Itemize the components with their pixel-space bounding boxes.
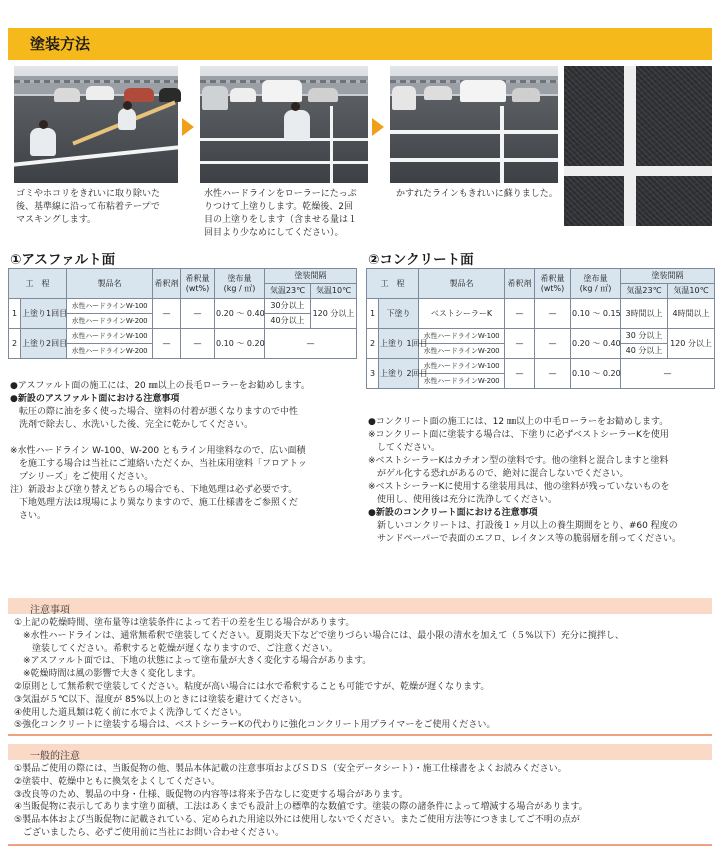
- table-row: 2 上塗り 1回目 水性ハードラインW-100 — — 0.20 〜 0.40 30 分以上 120 分以上: [367, 329, 715, 344]
- concrete-spec-table: 工 程 製品名 希釈剤 希釈量 (wt%) 塗布量 (kg / ㎡) 塗装間隔 気温23℃ 気温10℃ 1 下塗り ベストシーラーK — — 0.10 〜 0.15 3時間以上 4時間以上 2 上塗り 1回目 水性ハードラインW-100 — — 0.20 〜 0.40 30 分以上 120 分以上 水性ハードラインW-200 40 分以上 3 上塗り 2回目 水性ハードラインW-100 — — 0.10 〜 0.20 — 水性ハードラインW-200: [366, 268, 715, 389]
- asphalt-notes: ●アスファルト面の施工には、20 ㎜以上の長毛ローラーをお勧めします。 ●新設のアスファルト面における注意事項 転圧の際に油を多く使った場合、塗料の付着が悪くなりますので中性 洗剤で除去し、水洗いした後、完全に乾かしてください。 ※水性ハードライン W-100、W-200 ともライン用塗料なので、広い面積 を施工する場合は当社にご連絡いただくか、当社床用塗料「フロアトッ プシリーズ」をご使用ください。 注）新設および塗り替えどちらの場合でも、下地処理は必ず必要です。 下地処理方法は現場により異なりますので、施工仕様書をご参照くだ さい。: [10, 381, 310, 521]
- photo-rolling: [200, 66, 368, 183]
- col-thinner: 希釈剤: [153, 269, 181, 299]
- general-list: ①製品ご使用の際には、当販促物の他、製品本体記載の注意事項およびＳＤＳ（安全データシート）・施工仕様書をよくお読みください。 ②塗装中、乾燥中ともに換気をよくしてください。 ③改良等のため、製品の中身・仕様、販促物の内容等は将来予告なしに変更する場合があります。 ④当販促物に表示してあります塗り面積、工法はあくまでも設計上の標準的な数値です。塗装の際の諸条件によって増減する場合があります。 ⑤製品本体および当販促物に記載されている、定められた用途以外には使用しないでください。またご使用方法等につきましてご不明の点が ございましたら、必ずご使用前に当社にお問い合わせください。: [14, 764, 588, 838]
- caption-step-2: 水性ハードラインをローラーにたっぷ りつけて上塗りします。乾燥後、2回 目の上塗りをします（含ませる量は１ 回目より少なめにしてください）。: [204, 189, 358, 238]
- col-product: 製品名: [67, 269, 153, 299]
- photo-result: [390, 66, 558, 183]
- col-coverage: 塗布量 (kg / ㎡): [215, 269, 265, 299]
- caption-step-1: ゴミやホコリをきれいに取り除いた 後、基準線に沿って布粘着テープで マスキングします。: [16, 189, 161, 225]
- asphalt-heading: ①アスファルト面: [10, 248, 115, 268]
- caution-list: ①上記の乾燥時間、塗布量等は塗装条件によって若干の差を生じる場合があります。 ※水性ハードラインは、通常無希釈で塗装してください。夏期炎天下などで塗りづらい場合には、最小限の清水を加えて（５%以下）充分に撹拌し、 塗装してください。希釈すると乾燥が遅くなりますので、ご注意ください。 ※アスファルト面では、下地の状態によって塗布量が大きく変化する場合があります。 ※乾燥時間は風の影響で大きく変化します。 ②原則として無希釈で塗装してください。粘度が高い場合には水で希釈することも可能ですが、乾燥が遅くなります。 ③気温が５℃以下、湿度が 85%以上のときには塗装を避けてください。 ④使用した道具類は乾く前に水でよく洗浄してください。 ⑤強化コンクリートに塗装する場合は、ベストシーラーKの代わりに強化コンクリート用プライマーをご使用ください。: [14, 618, 624, 731]
- photo-masking: [14, 66, 178, 183]
- general-title: 一般的注意: [30, 751, 80, 762]
- table-row: 1 上塗り1回目 水性ハードラインW-100 — — 0.20 〜 0.40 30分以上 120 分以上: [9, 299, 357, 314]
- concrete-notes: ●コンクリート面の施工には、12 ㎜以上の中毛ローラーをお勧めします。 ※コンクリート面に塗装する場合は、下塗りに必ずベストシーラーKを使用 してください。 ※ベストシーラーKはカチオン型の塗料です。他の塗料と混合しますと塗料 がゲル化する恐れがあるので、絶対に混合しないでください。 ※ベストシーラーKに使用する塗装用具は、他の塗料が残っていないものを 使用し、使用後は充分に洗浄してください。 ●新設のコンクリート面における注意事項 新しいコンクリートは、打設後１ヶ月以上の養生期間をとり、#60 程度の サンドペーパーで表面のエフロ、レイタンス等の脆弱層を削ってください。: [368, 417, 682, 544]
- photo-asphalt-closeup: [564, 66, 712, 226]
- caption-step-3: かすれたラインもきれいに蘇りました。: [396, 189, 558, 199]
- section-title-bar: [8, 28, 712, 60]
- divider: [8, 844, 712, 846]
- step-arrow-icon: [372, 118, 384, 136]
- col-temp23: 気温23℃: [265, 284, 311, 299]
- asphalt-spec-table: 工 程 製品名 希釈剤 希釈量 (wt%) 塗布量 (kg / ㎡) 塗装間隔 気温23℃ 気温10℃ 1 上塗り1回目 水性ハードラインW-100 — — 0.20 〜 0.40 30分以上 120 分以上 水性ハードラインW-200 40分以上 2 上塗り2回目 水性ハードラインW-100 — — 0.10 〜 0.20 — 水性ハードラインW-200: [8, 268, 357, 359]
- divider: [8, 734, 712, 736]
- col-temp10: 気温10℃: [311, 284, 357, 299]
- table-row: 3 上塗り 2回目 水性ハードラインW-100 — — 0.10 〜 0.20 —: [367, 359, 715, 374]
- page-title: 塗装方法: [30, 35, 91, 53]
- table-row: 2 上塗り2回目 水性ハードラインW-100 — — 0.10 〜 0.20 —: [9, 329, 357, 344]
- table-row: 1 下塗り ベストシーラーK — — 0.10 〜 0.15 3時間以上 4時間以上: [367, 299, 715, 329]
- step-arrow-icon: [182, 118, 194, 136]
- col-process: 工 程: [9, 269, 67, 299]
- col-dilution: 希釈量 (wt%): [181, 269, 215, 299]
- col-interval: 塗装間隔: [265, 269, 357, 284]
- caution-band: [8, 598, 712, 614]
- general-band: [8, 744, 712, 760]
- concrete-heading: ②コンクリート面: [368, 248, 474, 268]
- caution-title: 注意事項: [30, 605, 70, 616]
